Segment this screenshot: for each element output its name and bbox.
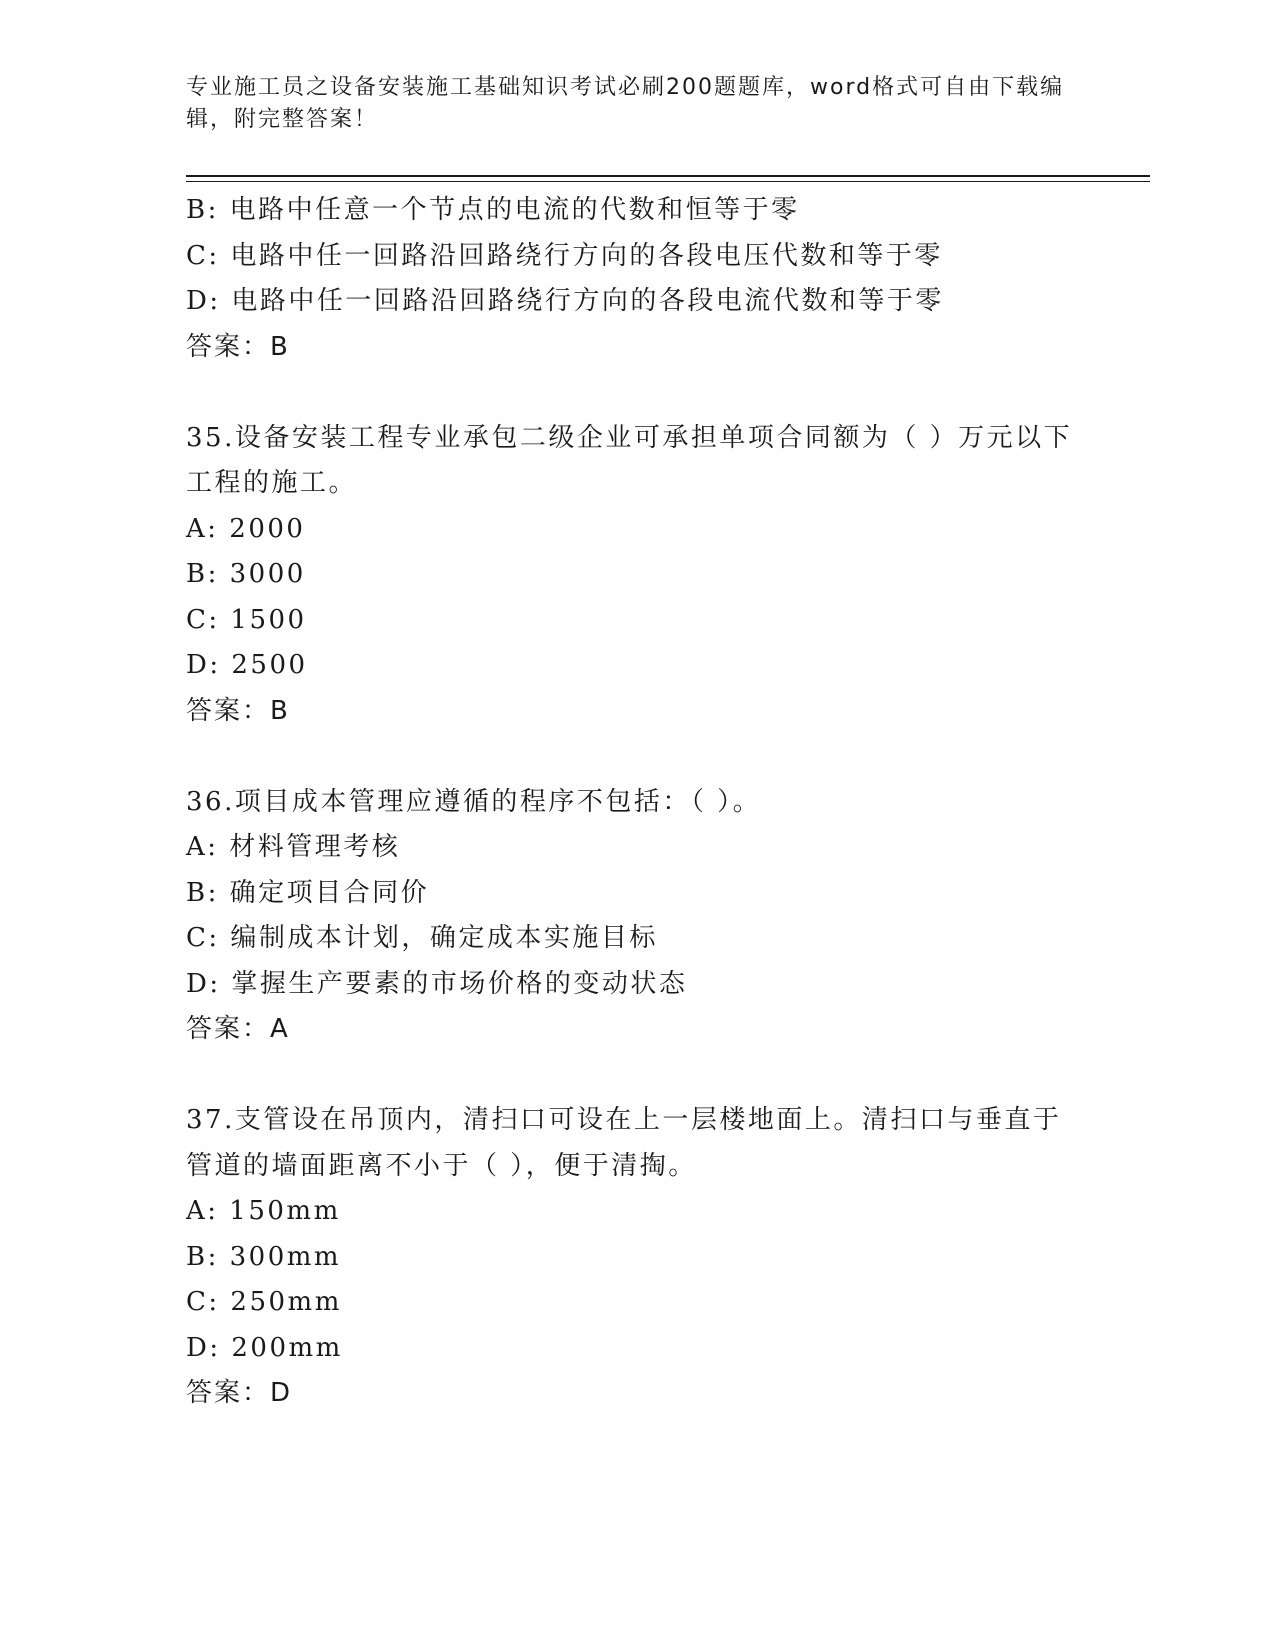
question-stem: 35.设备安装工程专业承包二级企业可承担单项合同额为（ ）万元以下工程的施工。 — [186, 422, 1073, 498]
answer-line: 答案：B — [186, 331, 290, 362]
answer-line: 答案：A — [186, 1014, 290, 1044]
option-a: A: 2000 — [186, 513, 306, 544]
header-rule-thick — [186, 175, 1150, 177]
option-a: A: 材料管理考核 — [186, 832, 401, 862]
option-c: C: 250mm — [186, 1287, 342, 1317]
answer-line: 答案：B — [186, 695, 290, 726]
option-d: D: 电路中任一回路沿回路绕行方向的各段电流代数和等于零 — [186, 286, 944, 316]
question-content — [186, 188, 1086, 1417]
option-c: C: 1500 — [186, 604, 307, 635]
spacer — [186, 370, 1086, 416]
option-d: D: 200mm — [186, 1332, 343, 1363]
question-stem: 37.支管设在吊顶内，清扫口可设在上一层楼地面上。清扫口与垂直于管道的墙面距离不小于（ ），便于清掏。 — [186, 1105, 1062, 1181]
spacer — [186, 1053, 1086, 1099]
option-c: C: 电路中任一回路沿回路绕行方向的各段电压代数和等于零 — [186, 240, 943, 271]
option-b: B: 电路中任意一个节点的电流的代数和恒等于零 — [186, 195, 800, 225]
option-b: B: 确定项目合同价 — [186, 877, 430, 908]
question-35 — [186, 416, 1086, 735]
option-b: B: 300mm — [186, 1241, 342, 1272]
option-d: D: 掌握生产要素的市场价格的变动状态 — [186, 968, 688, 999]
continued-question — [186, 188, 1086, 370]
option-a: A: 150mm — [186, 1196, 341, 1226]
spacer — [186, 734, 1086, 780]
question-36 — [186, 780, 1086, 1053]
header-rule-thin — [186, 181, 1150, 182]
question-37 — [186, 1098, 1086, 1417]
option-c: C: 编制成本计划，确定成本实施目标 — [186, 923, 658, 953]
question-stem: 36.项目成本管理应遵循的程序不包括：（ ）。 — [186, 786, 762, 817]
option-d: D: 2500 — [186, 650, 308, 680]
page-header: 专业施工员之设备安装施工基础知识考试必刷200题题库，word格式可自由下载编辑，附完整答案！ — [186, 75, 1065, 132]
option-b: B: 3000 — [186, 559, 306, 589]
answer-line: 答案：D — [186, 1378, 293, 1408]
